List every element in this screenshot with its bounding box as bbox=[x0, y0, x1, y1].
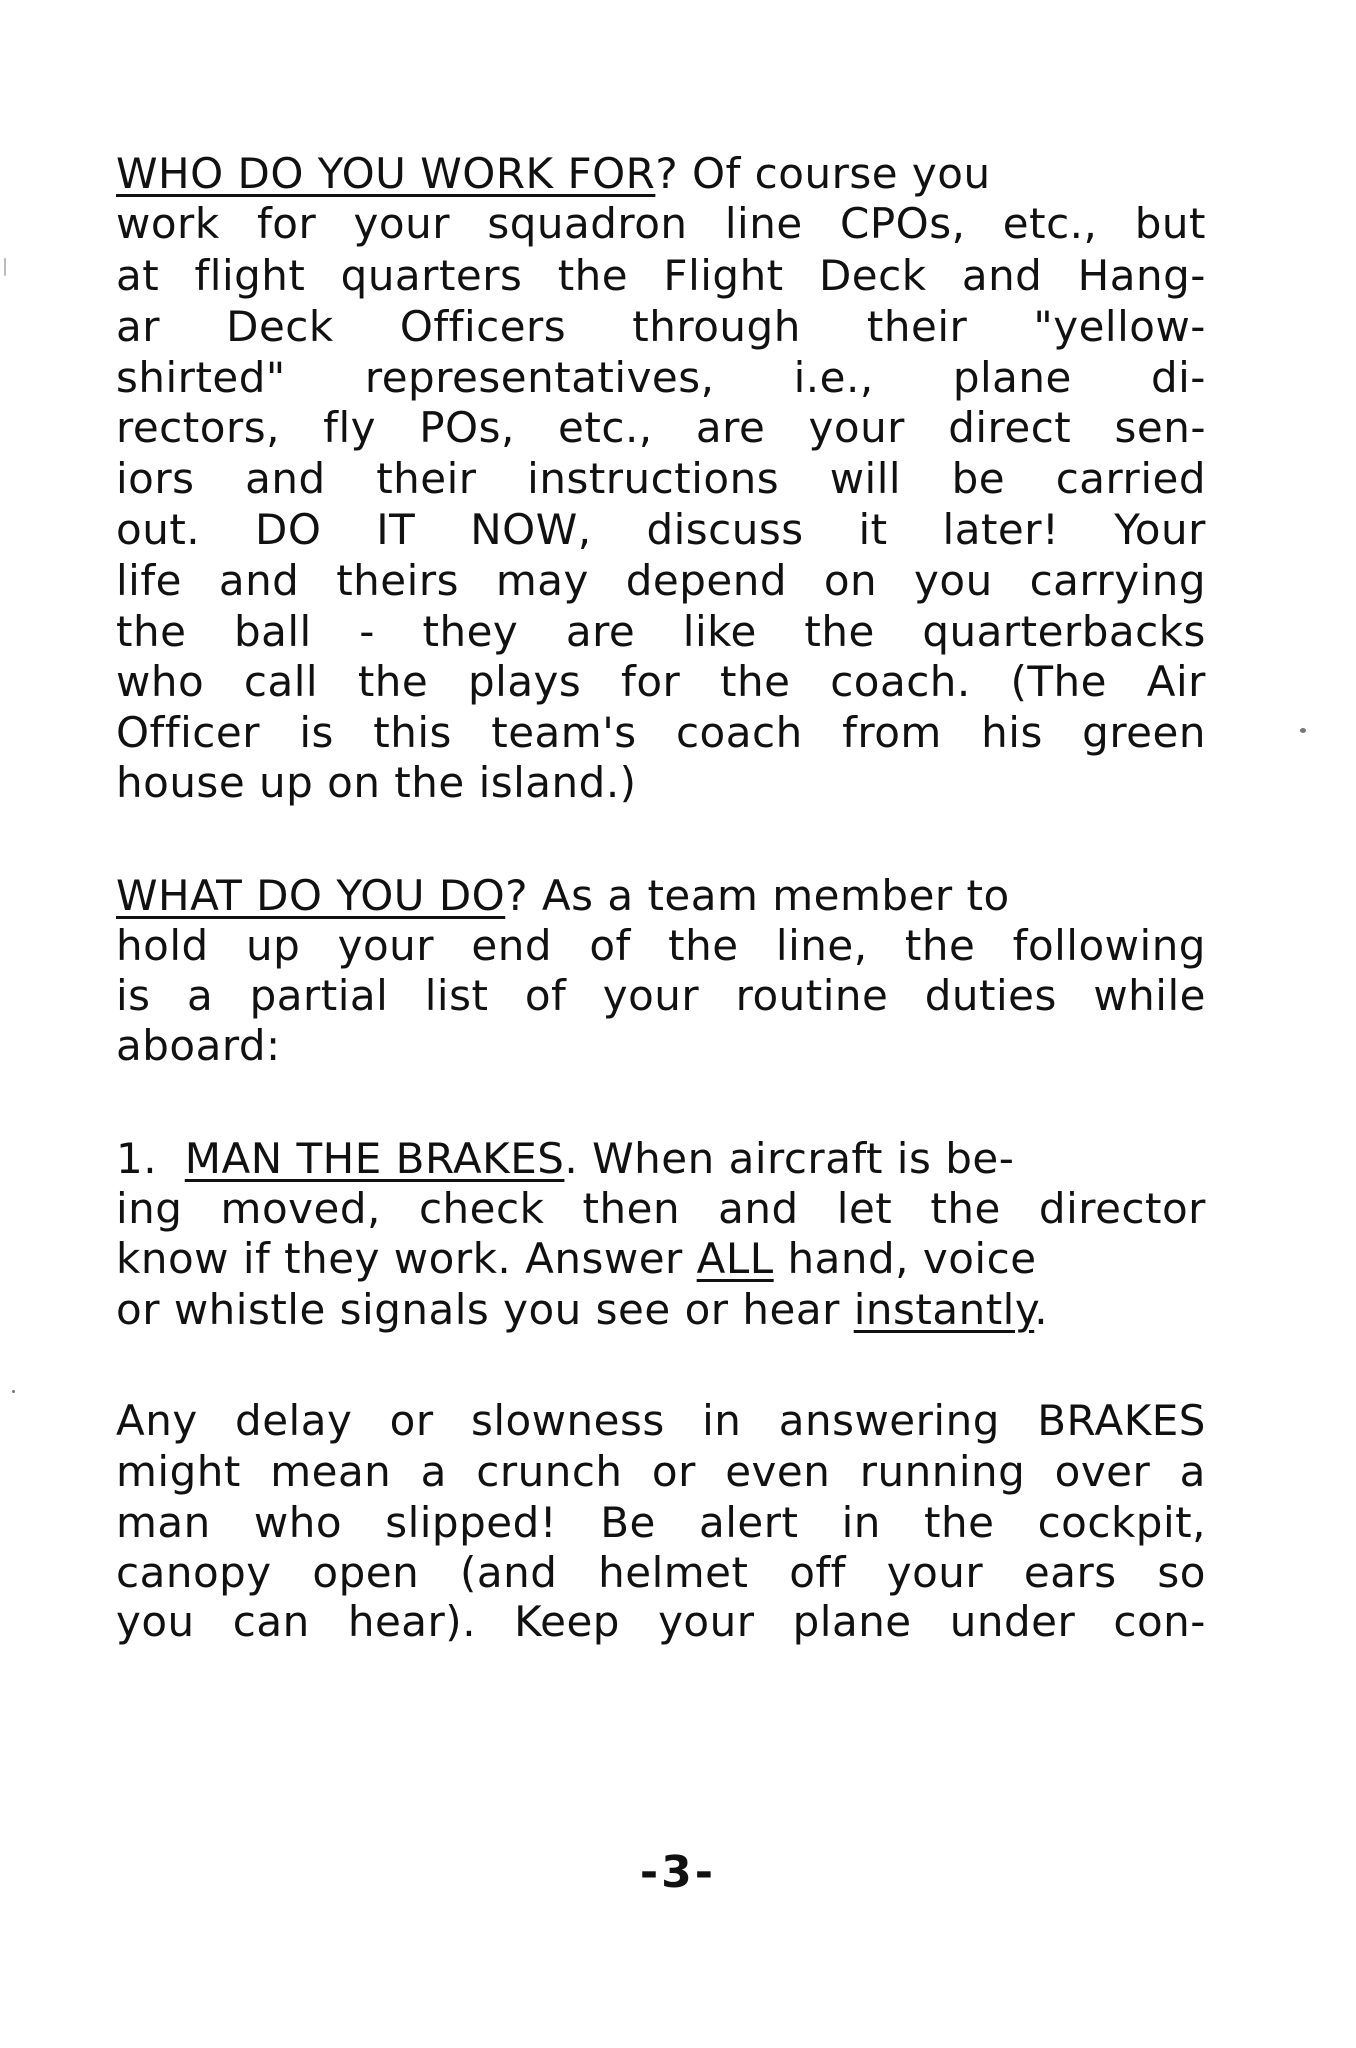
text-line bbox=[116, 970, 1206, 1022]
word: helmet bbox=[598, 1548, 749, 1597]
word: from bbox=[842, 708, 942, 757]
word: and bbox=[961, 251, 1043, 300]
word: ar bbox=[116, 302, 161, 351]
word: your bbox=[602, 971, 700, 1020]
word: list bbox=[424, 971, 489, 1020]
word: then bbox=[582, 1184, 681, 1233]
word: plane bbox=[952, 353, 1072, 402]
word: ing bbox=[116, 1184, 183, 1233]
text-line bbox=[116, 656, 1206, 708]
word: (The bbox=[1010, 657, 1108, 706]
text-line bbox=[116, 250, 1206, 302]
word: squadron bbox=[487, 199, 688, 248]
word: shirted" bbox=[116, 353, 286, 402]
word: but bbox=[1134, 199, 1206, 248]
word: is bbox=[299, 708, 334, 757]
word: you bbox=[116, 1597, 195, 1646]
word: BRAKES bbox=[1037, 1396, 1206, 1445]
word: NOW, bbox=[470, 505, 592, 554]
word: the bbox=[116, 607, 187, 656]
word: their bbox=[866, 302, 968, 351]
text-line bbox=[116, 707, 1206, 759]
text-line: or whistle signals you see or hear instantly. bbox=[116, 1285, 1049, 1334]
word: Keep bbox=[514, 1597, 620, 1646]
word: be bbox=[951, 454, 1006, 503]
text-line: WHO DO YOU WORK FOR? Of course you bbox=[116, 149, 991, 198]
section-heading-what: WHAT DO YOU DO bbox=[116, 871, 506, 920]
text-line bbox=[116, 606, 1206, 658]
word: so bbox=[1157, 1548, 1206, 1597]
emphasis-all: ALL bbox=[696, 1234, 774, 1283]
word: in bbox=[702, 1396, 742, 1445]
section-heading-who: WHO DO YOU WORK FOR bbox=[116, 149, 656, 198]
word: your bbox=[886, 1548, 984, 1597]
text-line bbox=[116, 504, 1206, 556]
word: crunch bbox=[476, 1447, 623, 1496]
word: the bbox=[930, 1184, 1001, 1233]
word: slowness bbox=[470, 1396, 665, 1445]
word: a bbox=[186, 971, 214, 1020]
text-line bbox=[116, 352, 1206, 404]
word: Officers bbox=[399, 302, 567, 351]
word: is bbox=[116, 971, 151, 1020]
word: the bbox=[720, 657, 791, 706]
word: Officer bbox=[116, 708, 260, 757]
word: while bbox=[1093, 971, 1206, 1020]
text-line: WHAT DO YOU DO? As a team member to bbox=[116, 871, 1010, 920]
word: cockpit, bbox=[1037, 1498, 1206, 1547]
word: quarterbacks bbox=[922, 607, 1206, 656]
word: end bbox=[471, 921, 552, 970]
word: sen- bbox=[1114, 403, 1206, 452]
word: mean bbox=[270, 1447, 392, 1496]
word: will bbox=[829, 454, 902, 503]
word: line, bbox=[775, 921, 868, 970]
word: "yellow- bbox=[1033, 302, 1206, 351]
word: who bbox=[253, 1498, 343, 1547]
word: con- bbox=[1113, 1597, 1206, 1646]
word: life bbox=[116, 556, 182, 605]
word: flight bbox=[194, 251, 306, 300]
word: for bbox=[621, 657, 681, 706]
word: even bbox=[725, 1447, 831, 1496]
word: under bbox=[949, 1597, 1076, 1646]
text-line: know if they work. Answer ALL hand, voice bbox=[116, 1234, 1037, 1283]
word: over bbox=[1054, 1447, 1151, 1496]
word: the bbox=[804, 607, 875, 656]
word: Deck bbox=[226, 302, 334, 351]
word: this bbox=[373, 708, 452, 757]
text-line bbox=[116, 1547, 1206, 1599]
word: - bbox=[359, 607, 375, 656]
scan-speck bbox=[1300, 728, 1306, 733]
word: green bbox=[1082, 708, 1206, 757]
word: call bbox=[243, 657, 319, 706]
page-number: -3- bbox=[639, 1847, 717, 1898]
scan-speck bbox=[4, 258, 6, 276]
word: ears bbox=[1023, 1548, 1117, 1597]
word: iors bbox=[116, 454, 195, 503]
word: your bbox=[353, 199, 450, 248]
word: hear). bbox=[347, 1597, 477, 1646]
text-line bbox=[116, 555, 1206, 607]
word: let bbox=[836, 1184, 893, 1233]
word: and bbox=[245, 454, 326, 503]
word: following bbox=[1012, 921, 1206, 970]
word: who bbox=[116, 657, 205, 706]
word: hold bbox=[116, 921, 209, 970]
word: discuss bbox=[646, 505, 804, 554]
text-line bbox=[116, 453, 1206, 505]
word: they bbox=[422, 607, 519, 656]
word: etc., bbox=[558, 403, 653, 452]
word: a bbox=[420, 1447, 447, 1496]
word: up bbox=[245, 921, 301, 970]
section-heading-brakes: MAN THE BRAKES bbox=[184, 1134, 565, 1183]
word: canopy bbox=[116, 1548, 272, 1597]
text-line bbox=[116, 1183, 1206, 1235]
word: instructions bbox=[527, 454, 780, 503]
word: you bbox=[914, 556, 993, 605]
word: can bbox=[232, 1597, 310, 1646]
word: moved, bbox=[220, 1184, 381, 1233]
word: his bbox=[981, 708, 1043, 757]
word: Be bbox=[600, 1498, 656, 1547]
word: DO bbox=[255, 505, 322, 554]
text-line: 1. MAN THE BRAKES. When aircraft is be- bbox=[116, 1134, 1015, 1183]
text-line bbox=[116, 301, 1206, 353]
word: line bbox=[724, 199, 803, 248]
word: routine bbox=[735, 971, 889, 1020]
word: like bbox=[682, 607, 757, 656]
word: later! bbox=[942, 505, 1060, 554]
word: team's bbox=[491, 708, 637, 757]
word: i.e., bbox=[793, 353, 874, 402]
word: a bbox=[1179, 1447, 1206, 1496]
word: open bbox=[312, 1548, 420, 1597]
word: carrying bbox=[1029, 556, 1206, 605]
word: coach. bbox=[830, 657, 971, 706]
word: CPOs, bbox=[840, 199, 966, 248]
word: duties bbox=[924, 971, 1057, 1020]
word: or bbox=[651, 1447, 696, 1496]
word: depend bbox=[625, 556, 787, 605]
word: running bbox=[859, 1447, 1026, 1496]
word: Air bbox=[1146, 657, 1206, 706]
word: carried bbox=[1055, 454, 1206, 503]
word: coach bbox=[675, 708, 803, 757]
word: partial bbox=[249, 971, 389, 1020]
word: slipped! bbox=[385, 1498, 558, 1547]
text-line bbox=[116, 920, 1206, 972]
scan-speck bbox=[12, 1390, 15, 1393]
word: your bbox=[658, 1597, 755, 1646]
text-line: house up on the island.) bbox=[116, 758, 637, 807]
text-line bbox=[116, 1497, 1206, 1549]
word: the bbox=[924, 1498, 995, 1547]
text-line bbox=[116, 198, 1206, 250]
word: the bbox=[904, 921, 976, 970]
word: director bbox=[1038, 1184, 1206, 1233]
word: plane bbox=[792, 1597, 912, 1646]
word: Hang- bbox=[1077, 251, 1206, 300]
emphasis-instantly: instantly bbox=[853, 1285, 1035, 1334]
word: quarters bbox=[340, 251, 523, 300]
word: your bbox=[337, 921, 435, 970]
word: fly bbox=[323, 403, 376, 452]
word: plays bbox=[467, 657, 582, 706]
word: it bbox=[858, 505, 888, 554]
word: answering bbox=[778, 1396, 1000, 1445]
word: their bbox=[376, 454, 477, 503]
word: and bbox=[718, 1184, 799, 1233]
word: Deck bbox=[818, 251, 927, 300]
word: alert bbox=[699, 1498, 799, 1547]
word: are bbox=[695, 403, 766, 452]
word: are bbox=[565, 607, 636, 656]
word: POs, bbox=[419, 403, 515, 452]
word: theirs bbox=[336, 556, 459, 605]
word: delay bbox=[235, 1396, 353, 1445]
word: might bbox=[116, 1447, 241, 1496]
word: of bbox=[589, 921, 631, 970]
word: at bbox=[116, 251, 160, 300]
word: for bbox=[256, 199, 317, 248]
word: through bbox=[632, 302, 801, 351]
word: Flight bbox=[663, 251, 784, 300]
word: representatives, bbox=[364, 353, 715, 402]
word: Any bbox=[116, 1396, 198, 1445]
text-line: aboard: bbox=[116, 1021, 281, 1070]
word: etc., bbox=[1002, 199, 1098, 248]
text-line bbox=[116, 1446, 1206, 1498]
list-number: 1. bbox=[116, 1134, 158, 1183]
word: may bbox=[495, 556, 589, 605]
word: rectors, bbox=[116, 403, 280, 452]
word: (and bbox=[459, 1548, 558, 1597]
word: the bbox=[357, 657, 429, 706]
text-line bbox=[116, 402, 1206, 454]
word: or bbox=[389, 1396, 434, 1445]
text-line bbox=[116, 1596, 1206, 1648]
word: the bbox=[668, 921, 739, 970]
word: check bbox=[418, 1184, 545, 1233]
word: the bbox=[557, 251, 629, 300]
word: and bbox=[218, 556, 300, 605]
word: di- bbox=[1150, 353, 1206, 402]
word: of bbox=[524, 971, 567, 1020]
word: off bbox=[789, 1548, 846, 1597]
word: out. bbox=[116, 505, 201, 554]
word: in bbox=[841, 1498, 881, 1547]
word: Your bbox=[1114, 505, 1206, 554]
word: IT bbox=[376, 505, 416, 554]
word: ball bbox=[233, 607, 312, 656]
word: work bbox=[116, 199, 220, 248]
text-line bbox=[116, 1395, 1206, 1447]
word: man bbox=[116, 1498, 211, 1547]
word: on bbox=[823, 556, 878, 605]
word: your bbox=[808, 403, 905, 452]
word: direct bbox=[948, 403, 1072, 452]
